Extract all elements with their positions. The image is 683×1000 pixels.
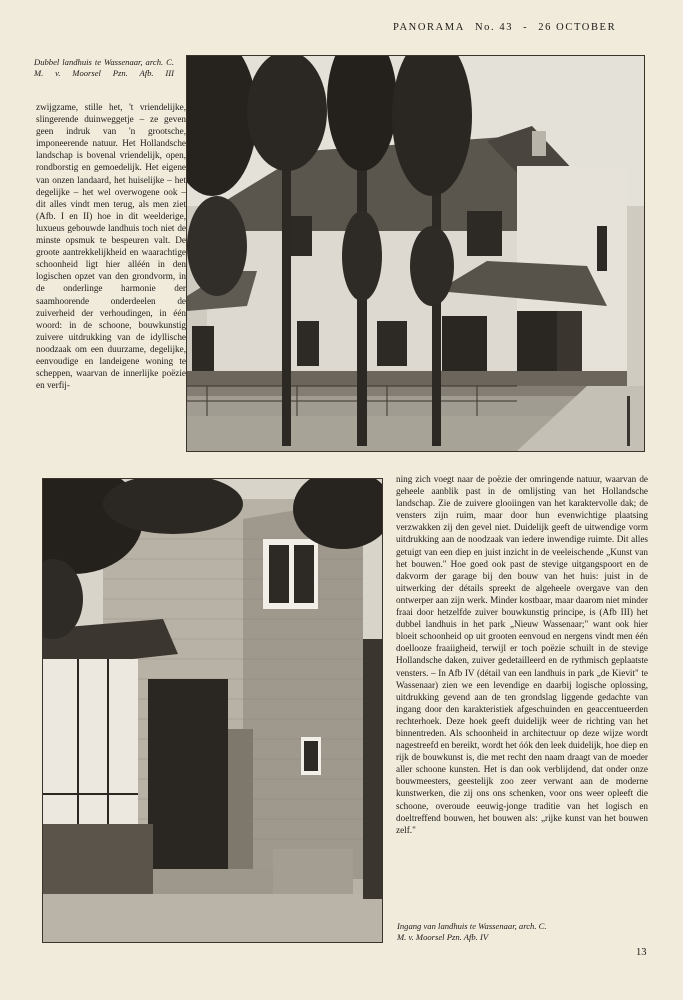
entrance-illustration — [43, 479, 382, 942]
villa-illustration — [187, 56, 644, 451]
header-separator: - — [523, 22, 529, 33]
photo-double-villa — [186, 55, 645, 452]
caption-afb-iii: Dubbel landhuis te Wassenaar, arch. C. M. v. Moorsel Pzn. Afb. III — [34, 57, 174, 78]
page-number: 13 — [636, 947, 647, 958]
article-text-left: zwijgzame, stille het, 't vriendelijke, slingerende duinweggetje – ze geven geen indruk van 'n grootsche, imponeerende natuur. Het Hollandsche landschap is bovenal vriendelijk, open, rondborstig en gemoedelijk. Het eigene van onzen landaard, het huiselijke – het degelijke – het wel overwogene ook – dit alles vindt men terug, als men ziet (Afb. I en II) hoe in dit weelderige, luxueus gebouwde landhuis toch niet de minste opsmuk te bespeuren valt. De groote aantrekkelijkheid en waarachtige schoonheid ligt hier alléén in den logischen opzet van den grondvorm, in de onderlinge harmonie der saamhoorende onderdeelen de zuiverheid der verhoudingen, in één woord: in de schoone, bouwkunstig zuivere uitdrukking van de idyllische noodzaak om een duurzame, degelijke, eenvoudige en landeigene woning te scheppen, waarvan de innerlijke poëzie en verfij- — [36, 102, 186, 391]
photo-entrance — [42, 478, 383, 943]
page-header — [393, 22, 643, 33]
issue-number: No. 43 — [474, 22, 514, 33]
article-column-left — [36, 101, 186, 391]
magazine-title: PANORAMA — [393, 22, 465, 33]
article-text-right: ning zich voegt naar de poëzie der omringende natuur, waarvan de geheele aanblik past in de omlijsting van het Hollandsche landschap. Zie de zuivere glooiingen van het karaktervolle dak; de vensters zijn ruim, maar door hun evenwichtige plaatsing verzwakken zij den gevel niet. Duidelijk geeft de uitwendige vorm uitdrukking aan de noodzaak van iedere inwendige ruimte. Dit alles getuigt van een diep en juist inzicht in de veeleischende „Kunst van het bouwen." Hoe goed ook past de stevige uitgangspoort en de dakvorm der garage bij den bouw van het huis: juist in de uitwerking der détails spreekt de algeheele overgave van den ontwerper aan zijn werk. Minder kostbaar, maar daarom niet minder fraai door hetzelfde zuiver bouwkunstig principe, is (Afb III) het dubbel landhuis in het park „Nieuw Wassenaar;" want ook hier bloeit schoonheid op uit grooten eenvoud en nergens vindt men één doellooze fraaiigheid, terwijl er toch poëzie schuilt in de stevige Hollandsche daken, zuiver gedetailleerd en de rythmisch geplaatste vensters. – In Afb IV (détail van een landhuis in park „de Kievit" te Wassenaar) zien we een levendige en daarbij logische oplossing, uitdrukking gevend aan de ten grondslag liggende gedachte van ingang door den karakteristiek afgeschuinden en geaccentueerden rechterhoek. Deze hoek geeft duidelijk weer de richting van het binnentreden. Als schoonheid in architectuur op deze wijze wordt nagestreefd en bereikt, wordt het óók den leek duidelijk, hoe diep en rijk de bouwkunst is, die met recht den naam draagt van de moeder aller schoone kunsten. Het is dan ook verblijdend, dat onder onze bouwmeesters, geestelijk zoo zeer verwant aan de moderne kunstwerken, die zij ons ons schenken, voor ons weer opleeft die schoone, overoude eeuwig-jonge traditie van het logisch en doeltreffend bouwen, het bouwen als: „rijke kunst van het bouwen zelf." — [396, 474, 648, 835]
article-column-right — [396, 473, 648, 836]
caption-afb-iv: Ingang van landhuis te Wassenaar, arch. C. M. v. Moorsel Pzn. Afb. IV — [397, 921, 547, 942]
issue-date: 26 OCTOBER — [538, 22, 617, 33]
